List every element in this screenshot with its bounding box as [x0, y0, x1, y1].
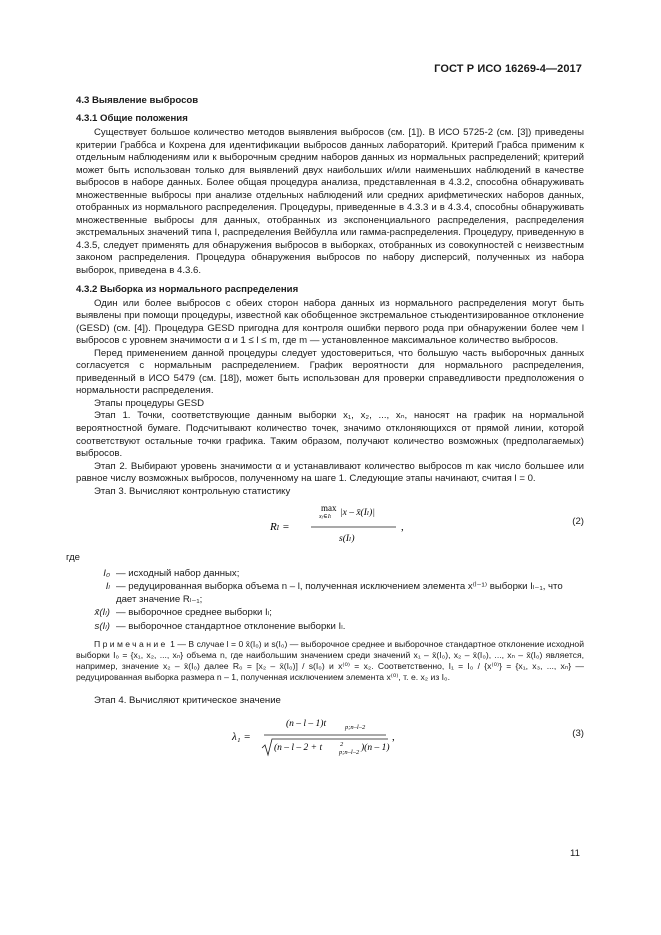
- paragraph-general: Существует большое количество методов выявления выбросов (см. [1]). В ИСО 5725-2 (см. [3]) приведены критерии Граббса и Кохрена для идентификации выбросов данных лабораторий. Критерий Грабса применим к отдельным наблюдениям или к выборочным средним наборов данных из нормальных распределений; критерий может быть использован только для выявлений двух наибольших и/или наименьших наблюдений в качестве выбросов в наборе данных. Более общая процедура анализа, представленная в 4.3.2, способна обнаруживать множественные выбросы при анализе отдельных наблюдений или средних арифметических наборов данных, отобранных из нормального распределения. Процедуры, приведенные в 4.3.3 и в 4.3.4, способны обнаруживать множественные выбросы для данных, отобранных из экспоненциального распределения, распределения экстремальных значений типа I, распределения Вейбулла или гамма-распределения. Процедуру, приведенную в 4.3.5, следует применять для обнаружения выбросов в выборках, отобранных из совокупностей с неизвестным законом распределения. Процедура обнаружения выбросов по набору дисперсий, полученных из набора выборок, приведена в 4.3.6.: [76, 127, 584, 277]
- formula-2-max: max: [321, 503, 337, 514]
- page-body: [66, 90, 584, 760]
- definition-text: — выборочное среднее выборки Iₗ;: [116, 607, 272, 619]
- note-1: [76, 639, 584, 683]
- paragraph-step-1: Этап 1. Точки, соответствующие данным выборки x₁, x₂, ..., xₙ, наносят на график на нормальной вероятностной бумаге. Подсчитывают количество точек, значимо отклоняющихся от прямой линии, которой соответствуют остальные точки графика. Таким образом, получают количество возможных (предполагаемых) выбросов.: [76, 410, 584, 460]
- definition-item: [76, 568, 584, 581]
- where-label: где: [66, 552, 81, 564]
- formula-2: [76, 500, 584, 548]
- subsection-title-normal: 4.3.2 Выборка из нормального распределения: [76, 283, 299, 295]
- formula-2-lhs: Rₗ =: [270, 521, 290, 534]
- paragraph-step-2: Этап 2. Выбирают уровень значимости α и устанавливают количество выбросов m как число большее или равное числу возможных выбросов, полученному на шаге 1. Следующие этапы начинают, считая l = 0.: [76, 460, 584, 485]
- formula-2-number: (2): [572, 516, 584, 528]
- formula-3-num-sub: p;n–l–2: [345, 723, 366, 731]
- definition-symbol: Iₗ: [105, 581, 110, 593]
- paragraph-steps-title: Этапы процедуры GESD: [94, 397, 205, 409]
- formula-2-graphic: [226, 500, 556, 548]
- formula-3-numerator: (n – l – 1)t: [286, 718, 327, 729]
- definition-item: [76, 621, 584, 634]
- formula-3-graphic: [226, 714, 556, 758]
- paragraph-normality: Перед применением данной процедуры следует удостовериться, что большую часть выборочных данных согласуется с нормальным распределением. График вероятности для нормального распределения, приведенный в ИСО 5479 (см. [18]), может быть использован для проверки справедливости предположения о нормальности распределения.: [76, 347, 584, 397]
- paragraph-step-4: Этап 4. Вычисляют критическое значение: [94, 695, 281, 707]
- paragraph-gesd-intro: Один или более выбросов с обеих сторон набора данных из нормального распределения могут быть выявлены при помощи процедуры, известной как обобщенное экстремальное стьюдентизированное отклонение (GESD) (см. [4]). Процедура GESD пригодна для контроля ошибки первого рода при обнаружении более чем l выбросов с уровнем значимости α и 1 ≤ l ≤ m, где m — установленное максимальное количество выбросов.: [76, 297, 584, 347]
- formula-3-number: (3): [572, 727, 584, 739]
- note-body: 1 — В случае l = 0 x̄(I₀) и s(I₀) — выборочное среднее и выборочное стандартное отклонение исходной выборки I₀ = {x₁, x₂, ..., xₙ} объема n, где наибольшим значением среди значений x₁ – x̄(I₀), x₂ – x̄(I₀), ..., xₙ – x̄(I₀) является, например, значение x₂ – x̄(I₀) далее R₀ = [x₂ – x̄(I₀)] / s(I₀) и x⁽⁰⁾ = x₂. Соответственно, I₁ = I₀ / {x⁽⁰⁾} = {x₁, x₃, ..., xₙ} — редуцированная выборка размера n – 1, полученная исключением элемента x⁽⁰⁾, т. е. x₂ из I₀.: [76, 639, 584, 683]
- formula-3-trail: ,: [392, 730, 395, 743]
- definition-symbol: s(Iₗ): [94, 620, 110, 632]
- definitions-list: [76, 568, 584, 634]
- formula-2-max-sub: xⱼ∈Iₗ: [319, 514, 332, 521]
- formula-3-den-a: (n – l – 2 + t: [274, 742, 323, 753]
- definition-item: [76, 581, 584, 606]
- formula-2-numerator: |x – x̄(Iₗ)|: [340, 508, 375, 519]
- note-label: Примечание: [94, 639, 168, 650]
- document-id: ГОСТ Р ИСО 16269-4—2017: [434, 63, 582, 75]
- definition-item: [76, 607, 584, 620]
- formula-3-den-sub: p;n–l–2: [339, 748, 360, 756]
- formula-3-den-b: )(n – 1): [361, 742, 390, 753]
- formula-3: [76, 714, 584, 758]
- definition-text: — исходный набор данных;: [116, 567, 240, 579]
- formula-2-denominator: s(Iₗ): [339, 534, 355, 545]
- definition-text: — выборочное стандартное отклонение выборки Iₗ.: [116, 620, 346, 632]
- formula-3-den-sup: 2: [340, 740, 344, 748]
- definition-symbol: x̄(Iₗ): [94, 607, 110, 619]
- paragraph-step-3: Этап 3. Вычисляют контрольную статистику: [94, 485, 291, 497]
- subsection-title-general: 4.3.1 Общие положения: [76, 113, 188, 124]
- definition-text: — редуцированная выборка объема n – l, полученная исключением элемента x⁽ˡ⁻¹⁾ выборки Iₗ₋₁, что дает значение Rₗ₋₁;: [116, 581, 563, 605]
- definition-symbol: I₀: [103, 567, 110, 579]
- page-number: 11: [570, 848, 580, 859]
- formula-2-trail: ,: [401, 521, 404, 534]
- section-title: 4.3 Выявление выбросов: [76, 95, 199, 106]
- formula-3-lhs: λ₁ =: [232, 730, 251, 743]
